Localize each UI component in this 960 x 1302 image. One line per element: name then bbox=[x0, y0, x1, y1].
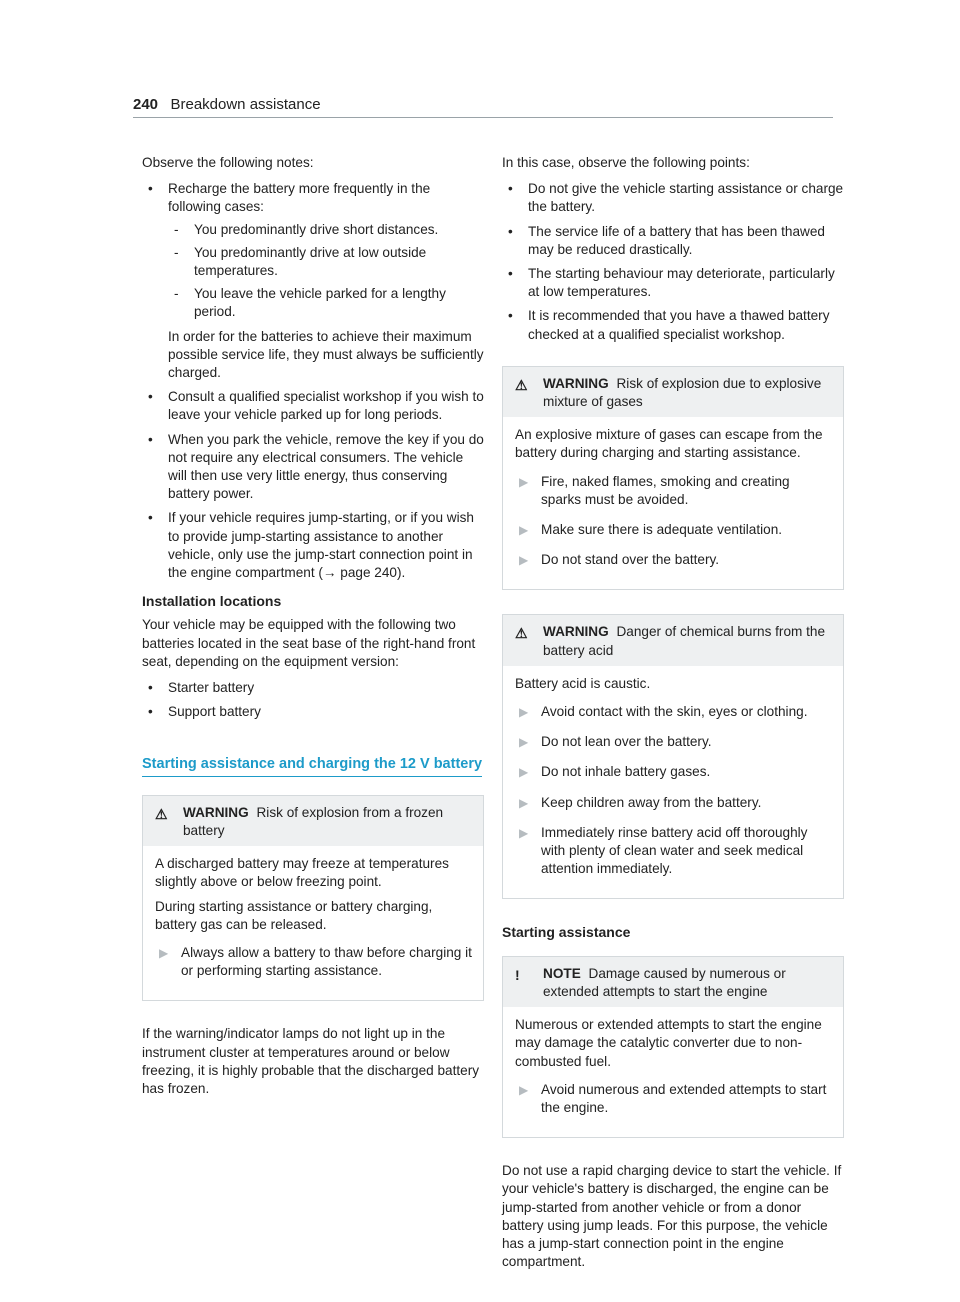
warning-title: Risk of explosion due to explosive mixture of gases bbox=[543, 375, 822, 410]
warning-body bbox=[503, 417, 843, 589]
page-number: 240 bbox=[133, 96, 159, 113]
arrow-right-icon: ▶ bbox=[519, 705, 529, 720]
notes-list bbox=[142, 180, 484, 582]
header-divider bbox=[133, 117, 833, 118]
jump-start-text: Do not use a rapid charging device to start the vehicle. If your vehicle's battery is discharged, the engine can be jump-started from another vehicle or from a donor battery using jump leads. For this purpose, the vehicle has a jump-start connection point in the engine compartment. bbox=[502, 1163, 842, 1270]
battery-list bbox=[142, 679, 484, 721]
action-text: Avoid contact with the skin, eyes or clothing. bbox=[541, 704, 808, 720]
arrow-right-icon: ▶ bbox=[159, 945, 169, 960]
list-item: • If your vehicle requires jump-starting, or if you wish to provide jump-starting assistance to another vehicle, only use the jump-start connection point in the engine compartment (→ page 240). bbox=[142, 509, 484, 582]
warning-triangle-icon: ⚠ bbox=[515, 625, 528, 642]
warning-box-frozen bbox=[142, 795, 484, 1002]
arrow-right-icon: ▶ bbox=[519, 474, 529, 489]
list-item: • The service life of a battery that has been thawed may be reduced drastically. bbox=[502, 223, 844, 259]
frozen-battery-text: If the warning/indicator lamps do not light up in the instrument cluster at temperatures around or below freezing, it is highly probable that the discharged battery has frozen. bbox=[142, 1026, 480, 1096]
warning-box-explosion bbox=[502, 366, 844, 591]
action-text: Make sure there is adequate ventilation. bbox=[541, 522, 783, 538]
right-column bbox=[502, 154, 844, 1279]
warning-header bbox=[503, 615, 843, 665]
action-text: Avoid numerous and extended attempts to start the engine. bbox=[541, 1081, 827, 1115]
action-item bbox=[515, 733, 833, 751]
action-list bbox=[515, 473, 833, 570]
action-list bbox=[515, 703, 833, 878]
dash-item: - You predominantly drive short distances. bbox=[168, 221, 484, 239]
warning-triangle-icon: ⚠ bbox=[515, 376, 528, 393]
warning-text: A discharged battery may freeze at temperatures slightly above or below freezing point. bbox=[155, 856, 449, 890]
list-item: • Do not give the vehicle starting assistance or charge the battery. bbox=[502, 180, 844, 216]
action-item bbox=[515, 794, 833, 812]
action-text: Immediately rinse battery acid off thoroughly with plenty of clean water and seek medical attention immediately. bbox=[541, 824, 808, 877]
arrow-right-icon: ▶ bbox=[519, 735, 529, 750]
note-header bbox=[503, 957, 843, 1007]
note-title: Damage caused by numerous or extended attempts to start the engine bbox=[543, 965, 786, 999]
action-list bbox=[155, 944, 473, 980]
warning-body bbox=[503, 666, 843, 899]
action-item bbox=[515, 551, 833, 569]
action-item bbox=[515, 521, 833, 539]
warning-body bbox=[143, 846, 483, 1000]
installation-text: Your vehicle may be equipped with the following two batteries located in the seat base of the right-hand front seat, depending on the equipment version: bbox=[142, 617, 476, 669]
list-item: • The starting behaviour may deteriorate, particularly at low temperatures. bbox=[502, 265, 844, 301]
arrow-right-icon: ▶ bbox=[519, 553, 529, 568]
cases-list bbox=[168, 221, 484, 322]
action-item bbox=[515, 1081, 833, 1117]
action-item bbox=[155, 944, 473, 980]
action-text: Fire, naked flames, smoking and creating sparks must be avoided. bbox=[541, 473, 790, 507]
note-body bbox=[503, 1007, 843, 1137]
list-item: • It is recommended that you have a thawed battery checked at a qualified specialist workshop. bbox=[502, 307, 844, 343]
warning-header bbox=[503, 367, 843, 417]
action-text: Do not lean over the battery. bbox=[541, 734, 712, 750]
action-text: Keep children away from the battery. bbox=[541, 794, 762, 810]
starting-assistance-heading: Starting assistance bbox=[502, 924, 631, 941]
action-item bbox=[515, 763, 833, 781]
list-item: • Consult a qualified specialist workshop if you wish to leave your vehicle parked up for long periods. bbox=[142, 388, 484, 424]
installation-heading: Installation locations bbox=[142, 593, 282, 610]
points-list bbox=[502, 180, 844, 344]
list-item: • Starter battery bbox=[142, 679, 484, 697]
dash-item: - You leave the vehicle parked for a lengthy period. bbox=[168, 285, 484, 321]
warning-title: Danger of chemical burns from the battery acid bbox=[543, 624, 826, 658]
warning-text: An explosive mixture of gases can escape from the battery during charging and starting assistance. bbox=[515, 427, 823, 461]
arrow-right-icon: ▶ bbox=[519, 795, 529, 810]
intro-text: In this case, observe the following points: bbox=[502, 155, 750, 170]
dash-item: - You predominantly drive at low outside temperatures. bbox=[168, 244, 484, 280]
exclamation-icon: ! bbox=[515, 966, 520, 983]
list-item: • When you park the vehicle, remove the key if you do not require any electrical consumers. The vehicle will then use very little energy, thus conserving battery power. bbox=[142, 431, 484, 504]
action-item bbox=[515, 473, 833, 509]
note-keyword: NOTE bbox=[543, 965, 581, 981]
action-list bbox=[515, 1081, 833, 1117]
warning-keyword: WARNING bbox=[183, 804, 249, 820]
warning-box-acid bbox=[502, 614, 844, 899]
warning-keyword: WARNING bbox=[543, 375, 609, 391]
warning-triangle-icon: ⚠ bbox=[155, 805, 168, 822]
action-item bbox=[515, 824, 833, 879]
section-heading: Starting assistance and charging the 12 V battery bbox=[142, 755, 482, 776]
list-item bbox=[142, 180, 484, 382]
page-title: Breakdown assistance bbox=[170, 96, 321, 113]
list-item: • Support battery bbox=[142, 703, 484, 721]
action-text: Do not stand over the battery. bbox=[541, 552, 720, 568]
service-life-text: In order for the batteries to achieve their maximum possible service life, they must always be sufficiently charged. bbox=[168, 328, 484, 381]
warning-title: Risk of explosion from a frozen battery bbox=[183, 804, 444, 838]
action-text: Always allow a battery to thaw before charging it or performing starting assistance. bbox=[181, 944, 472, 979]
action-text: Do not inhale battery gases. bbox=[541, 764, 711, 780]
action-item bbox=[515, 703, 833, 721]
arrow-right-icon: ▶ bbox=[519, 765, 529, 780]
left-column bbox=[142, 154, 484, 1106]
list-item-text: Recharge the battery more frequently in the following cases: bbox=[168, 181, 431, 215]
arrow-right-icon: ▶ bbox=[519, 825, 529, 840]
note-text: Numerous or extended attempts to start the engine may damage the catalytic converter due to non-combusted fuel. bbox=[515, 1017, 822, 1069]
intro-text: Observe the following notes: bbox=[142, 155, 314, 170]
arrow-right-icon: ▶ bbox=[519, 523, 529, 538]
warning-text: During starting assistance or battery charging, battery gas can be released. bbox=[155, 898, 433, 932]
note-box bbox=[502, 956, 844, 1138]
page-header bbox=[133, 96, 833, 116]
warning-header bbox=[143, 796, 483, 846]
arrow-right-icon: ▶ bbox=[519, 1082, 529, 1097]
warning-text: Battery acid is caustic. bbox=[515, 675, 651, 691]
warning-keyword: WARNING bbox=[543, 624, 609, 640]
